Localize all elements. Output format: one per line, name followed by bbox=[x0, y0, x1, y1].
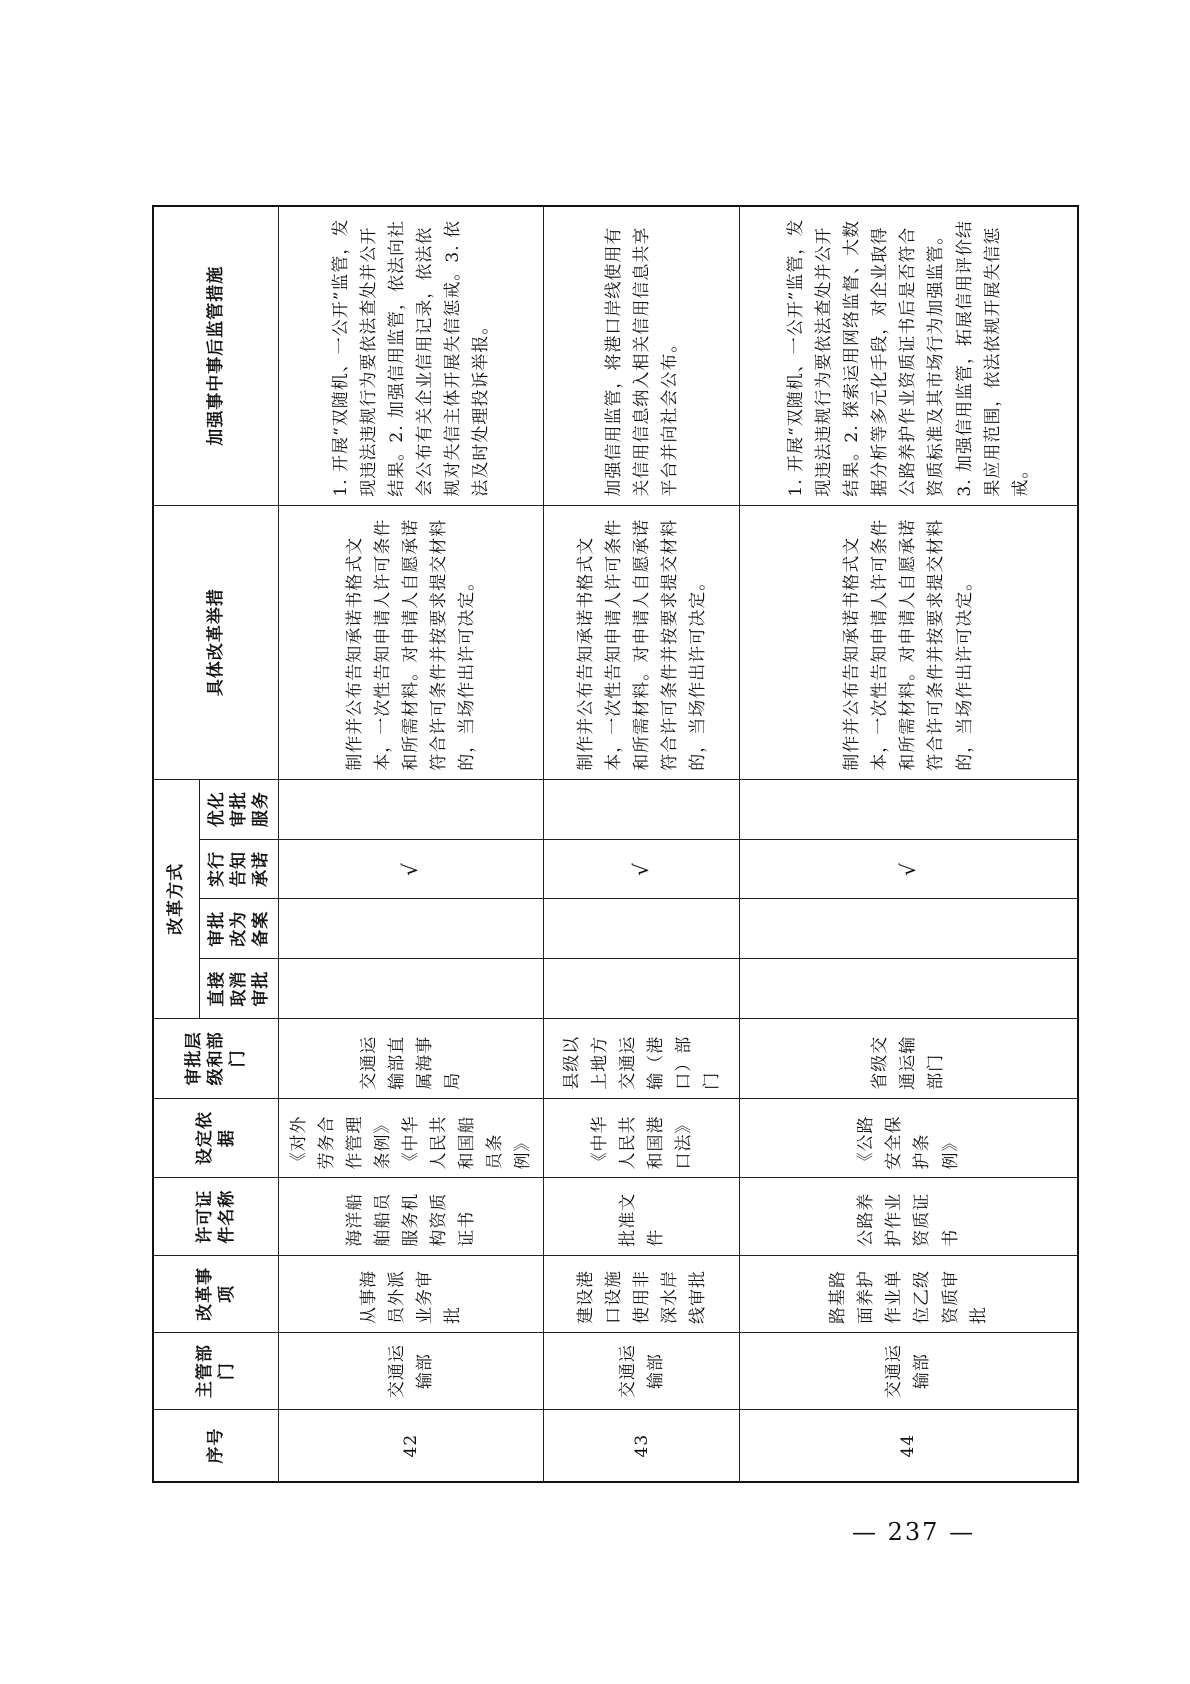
cell-file bbox=[278, 899, 543, 959]
cell-measures: 制作并公布告知承诺书格式文本，一次性告知申请人许可条件和所需材料。对申请人自愿承诺符合许可条件并按要求提交材料的，当场作出许可决定。 bbox=[740, 505, 1078, 779]
cell-cancel bbox=[544, 959, 740, 1019]
cell-cert: 海洋船舶船员服务机构资质证书 bbox=[278, 1178, 543, 1255]
header-seq: 序号 bbox=[153, 1410, 278, 1482]
table-row bbox=[740, 206, 1078, 1482]
header-mode: 改革方式 bbox=[153, 779, 199, 1018]
cell-promise: √ bbox=[278, 839, 543, 899]
cell-seq: 43 bbox=[544, 1410, 740, 1482]
cell-basis: 《中华人民共和国港口法》 bbox=[544, 1098, 740, 1178]
header-basis: 设定依据 bbox=[153, 1098, 278, 1178]
cell-measures: 制作并公布告知承诺书格式文本，一次性告知申请人许可条件和所需材料。对申请人自愿承诺符合许可条件并按要求提交材料的，当场作出许可决定。 bbox=[278, 505, 543, 779]
table-row bbox=[278, 206, 543, 1482]
cell-item: 建设港口设施使用非深水岸线审批 bbox=[544, 1255, 740, 1332]
header-item: 改革事项 bbox=[153, 1255, 278, 1332]
cell-item: 路基路面养护作业单位乙级资质审批 bbox=[740, 1255, 1078, 1332]
cell-file bbox=[544, 899, 740, 959]
cell-file bbox=[740, 899, 1078, 959]
cell-supervision: 加强信用监管，将港口岸线使用有关信用信息纳入相关信用信息共享平台并向社会公布。 bbox=[544, 206, 740, 505]
header-dept: 主管部门 bbox=[153, 1332, 278, 1409]
table-row bbox=[544, 206, 740, 1482]
cell-optimize bbox=[740, 779, 1078, 839]
cell-optimize bbox=[544, 779, 740, 839]
cell-cancel bbox=[278, 959, 543, 1019]
cell-basis: 《公路安全保护条例》 bbox=[740, 1098, 1078, 1178]
cell-item: 从事海员外派业务审批 bbox=[278, 1255, 543, 1332]
cell-basis: 《对外劳务合作管理条例》《中华人民共和国船员条例》 bbox=[278, 1098, 543, 1178]
cell-cancel bbox=[740, 959, 1078, 1019]
header-row-1 bbox=[153, 206, 199, 1482]
header-measures: 具体改革举措 bbox=[153, 505, 278, 779]
cell-promise: √ bbox=[544, 839, 740, 899]
cell-level: 县级以上地方交通运输（港口）部门 bbox=[544, 1018, 740, 1098]
cell-supervision: 1. 开展“双随机、一公开”监管，发现违法违规行为要依法查处并公开结果。2. 探索运用网络监督、大数据分析等多元化手段，对企业取得公路养护作业资质证书后是否符合资质标准及其市场行为加强监管。3. 加强信用监管，拓展信用评价结果应用范围，依法依规开展失信惩戒。 bbox=[740, 206, 1078, 505]
header-mode-promise: 实行告知承诺 bbox=[199, 839, 278, 899]
cell-measures: 制作并公布告知承诺书格式文本，一次性告知申请人许可条件和所需材料。对申请人自愿承诺符合许可条件并按要求提交材料的，当场作出许可决定。 bbox=[544, 505, 740, 779]
cell-cert: 公路养护作业资质证书 bbox=[740, 1178, 1078, 1255]
cell-level: 省级交通运输部门 bbox=[740, 1018, 1078, 1098]
page-number: — 237 — bbox=[852, 1518, 976, 1546]
cell-dept: 交通运输部 bbox=[278, 1332, 543, 1409]
cell-optimize bbox=[278, 779, 543, 839]
header-level: 审批层级和部门 bbox=[153, 1018, 278, 1098]
header-cert: 许可证件名称 bbox=[153, 1178, 278, 1255]
cell-promise: √ bbox=[740, 839, 1078, 899]
header-mode-optimize: 优化审批服务 bbox=[199, 779, 278, 839]
cell-seq: 44 bbox=[740, 1410, 1078, 1482]
header-mode-cancel: 直接取消审批 bbox=[199, 959, 278, 1019]
cell-level: 交通运输部直属海事局 bbox=[278, 1018, 543, 1098]
header-supervision: 加强事中事后监管措施 bbox=[153, 206, 278, 505]
cell-dept: 交通运输部 bbox=[740, 1332, 1078, 1409]
header-mode-file: 审批改为备案 bbox=[199, 899, 278, 959]
cell-seq: 42 bbox=[278, 1410, 543, 1482]
rotated-table-container bbox=[152, 205, 1042, 1483]
cell-cert: 批准文件 bbox=[544, 1178, 740, 1255]
cell-supervision: 1. 开展“双随机、一公开”监管，发现违法违规行为要依法查处并公开结果。2. 加强信用监管，依法向社会公布有关企业信用记录，依法依规对失信主体开展失信惩戒。3. 依法及时处理投诉举报。 bbox=[278, 206, 543, 505]
cell-dept: 交通运输部 bbox=[544, 1332, 740, 1409]
reform-table bbox=[152, 205, 1079, 1483]
